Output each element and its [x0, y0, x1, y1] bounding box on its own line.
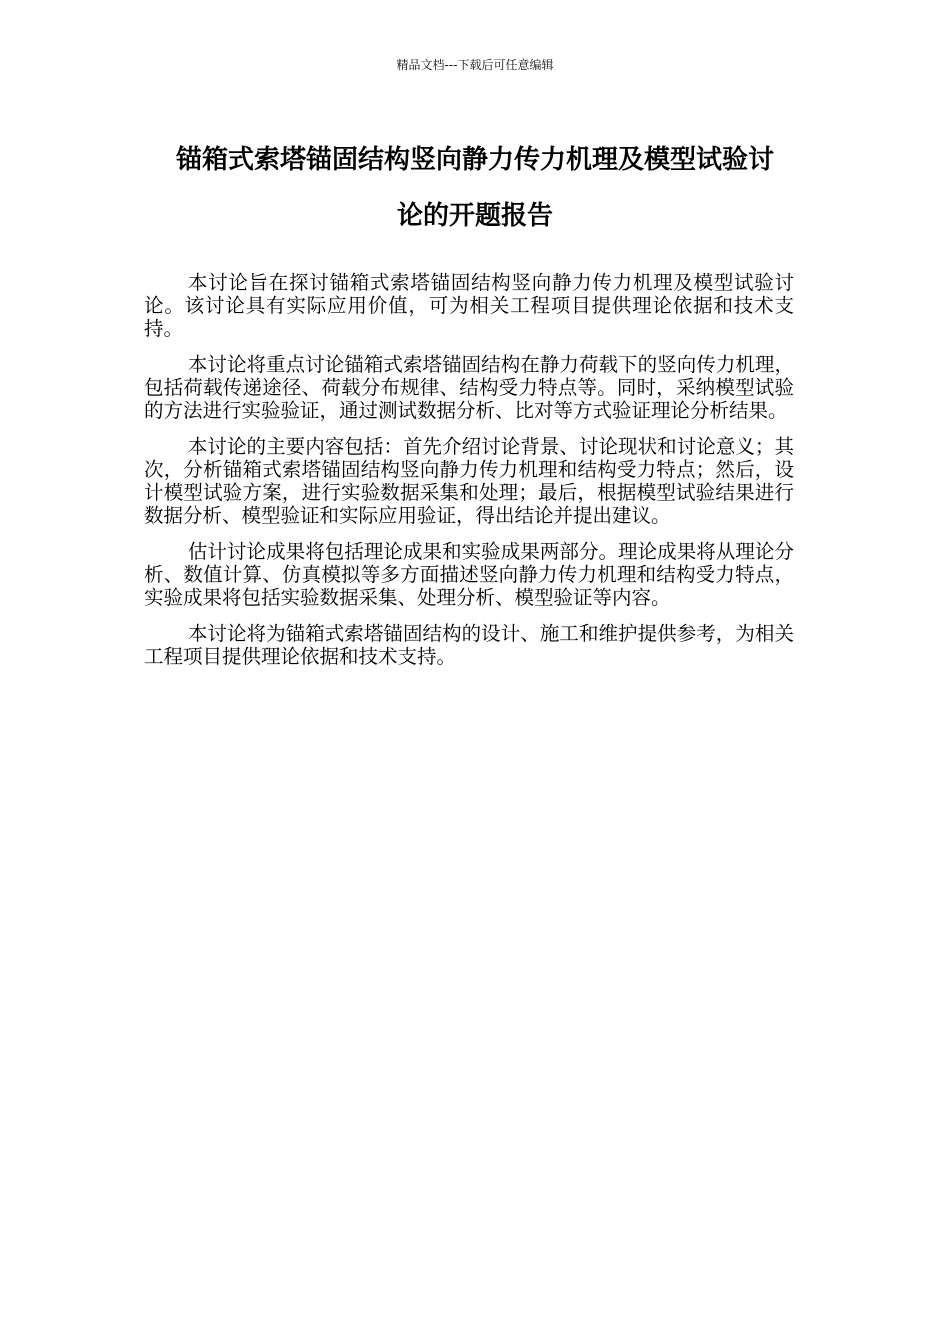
title-line-1: 锚箱式索塔锚固结构竖向静力传力机理及模型试验讨	[175, 145, 774, 175]
document-title	[140, 132, 810, 244]
paragraph-1: 本讨论旨在探讨锚箱式索塔锚固结构竖向静力传力机理及模型试验讨论。该讨论具有实际应用价值，可为相关工程项目提供理论依据和技术支持。	[144, 271, 794, 340]
header-note: 精品文档---下载后可任意编辑	[396, 58, 554, 72]
paragraph-4: 估计讨论成果将包括理论成果和实验成果两部分。理论成果将从理论分析、数值计算、仿真模拟等多方面描述竖向静力传力机理和结构受力特点，实验成果将包括实验数据采集、处理分析、模型验证等内容。	[144, 540, 794, 609]
paragraph-5: 本讨论将为锚箱式索塔锚固结构的设计、施工和维护提供参考，为相关工程项目提供理论依据和技术支持。	[144, 622, 794, 668]
paragraph-2: 本讨论将重点讨论锚箱式索塔锚固结构在静力荷载下的竖向传力机理，包括荷载传递途径、荷载分布规律、结构受力特点等。同时，采纳模型试验的方法进行实验验证，通过测试数据分析、比对等方式验证理论分析结果。	[144, 353, 794, 422]
document-body	[144, 271, 794, 681]
paragraph-3: 本讨论的主要内容包括：首先介绍讨论背景、讨论现状和讨论意义；其次，分析锚箱式索塔锚固结构竖向静力传力机理和结构受力特点；然后，设计模型试验方案，进行实验数据采集和处理；最后，根据模型试验结果进行数据分析、模型验证和实际应用验证，得出结论并提出建议。	[144, 435, 794, 527]
title-line-2: 论的开题报告	[396, 201, 553, 231]
